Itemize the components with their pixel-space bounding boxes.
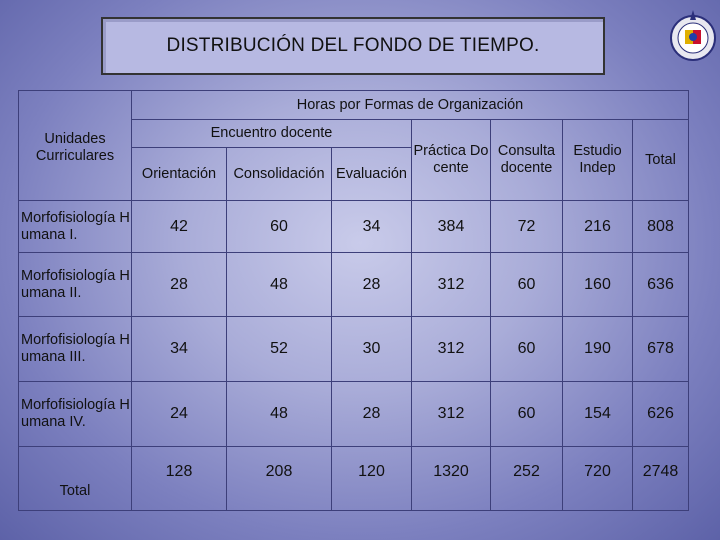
cell-practica: 312 xyxy=(412,382,491,447)
row-label: Morfofisiología Humana III. xyxy=(19,317,132,382)
cell-consolidacion: 208 xyxy=(227,447,332,511)
university-seal-icon xyxy=(668,6,718,62)
table-row xyxy=(19,201,689,253)
cell-orientacion: 34 xyxy=(132,317,227,382)
row-label: Morfofisiología Humana II. xyxy=(19,253,132,317)
cell-practica: 312 xyxy=(412,317,491,382)
col-header-consolidacion: Consolidación xyxy=(227,148,332,201)
row-header-label: Unidades Curriculares xyxy=(35,131,115,164)
cell-consolidacion: 48 xyxy=(227,253,332,317)
cell-total: 2748 xyxy=(633,447,689,511)
cell-orientacion: 128 xyxy=(132,447,227,511)
cell-total: 678 xyxy=(633,317,689,382)
group-header-cell xyxy=(132,91,689,120)
cell-practica: 1320 xyxy=(412,447,491,511)
col-header-practica: Práctica Docente xyxy=(412,120,491,201)
cell-consolidacion: 48 xyxy=(227,382,332,447)
cell-total: 626 xyxy=(633,382,689,447)
cell-consulta: 60 xyxy=(491,317,563,382)
time-distribution-table-wrap xyxy=(18,90,689,511)
cell-consulta: 60 xyxy=(491,253,563,317)
cell-estudio: 190 xyxy=(563,317,633,382)
cell-practica: 384 xyxy=(412,201,491,253)
cell-evaluacion: 28 xyxy=(332,382,412,447)
cell-evaluacion: 30 xyxy=(332,317,412,382)
row-label-total: Total xyxy=(19,447,132,511)
encuentro-header-cell xyxy=(132,120,412,148)
cell-consolidacion: 52 xyxy=(227,317,332,382)
col-header-consulta: Consulta docente xyxy=(491,120,563,201)
header-row-group xyxy=(19,91,689,120)
table-row-total xyxy=(19,447,689,511)
row-label: Morfofisiología Humana I. xyxy=(19,201,132,253)
table-row xyxy=(19,382,689,447)
cell-consulta: 60 xyxy=(491,382,563,447)
table-row xyxy=(19,317,689,382)
row-label: Morfofisiología Humana IV. xyxy=(19,382,132,447)
row-header-cell xyxy=(19,91,132,201)
cell-practica: 312 xyxy=(412,253,491,317)
col-header-orientacion: Orientación xyxy=(132,148,227,201)
cell-total: 808 xyxy=(633,201,689,253)
group-header-label: Horas por Formas de Organización xyxy=(296,96,524,113)
cell-evaluacion: 34 xyxy=(332,201,412,253)
col-header-total: Total xyxy=(633,120,689,201)
cell-estudio: 154 xyxy=(563,382,633,447)
encuentro-header-label: Encuentro docente xyxy=(210,125,333,141)
cell-evaluacion: 120 xyxy=(332,447,412,511)
cell-orientacion: 42 xyxy=(132,201,227,253)
cell-estudio: 216 xyxy=(563,201,633,253)
cell-consolidacion: 60 xyxy=(227,201,332,253)
cell-estudio: 160 xyxy=(563,253,633,317)
slide-title-box xyxy=(101,17,605,75)
table-row xyxy=(19,253,689,317)
cell-evaluacion: 28 xyxy=(332,253,412,317)
cell-orientacion: 24 xyxy=(132,382,227,447)
col-header-evaluacion: Evaluación xyxy=(332,148,412,201)
cell-consulta: 72 xyxy=(491,201,563,253)
time-distribution-table xyxy=(18,90,689,511)
cell-consulta: 252 xyxy=(491,447,563,511)
cell-total: 636 xyxy=(633,253,689,317)
col-header-estudio: Estudio Indep xyxy=(563,120,633,201)
slide-title: DISTRIBUCIÓN DEL FONDO DE TIEMPO. xyxy=(166,35,540,56)
cell-estudio: 720 xyxy=(563,447,633,511)
cell-orientacion: 28 xyxy=(132,253,227,317)
